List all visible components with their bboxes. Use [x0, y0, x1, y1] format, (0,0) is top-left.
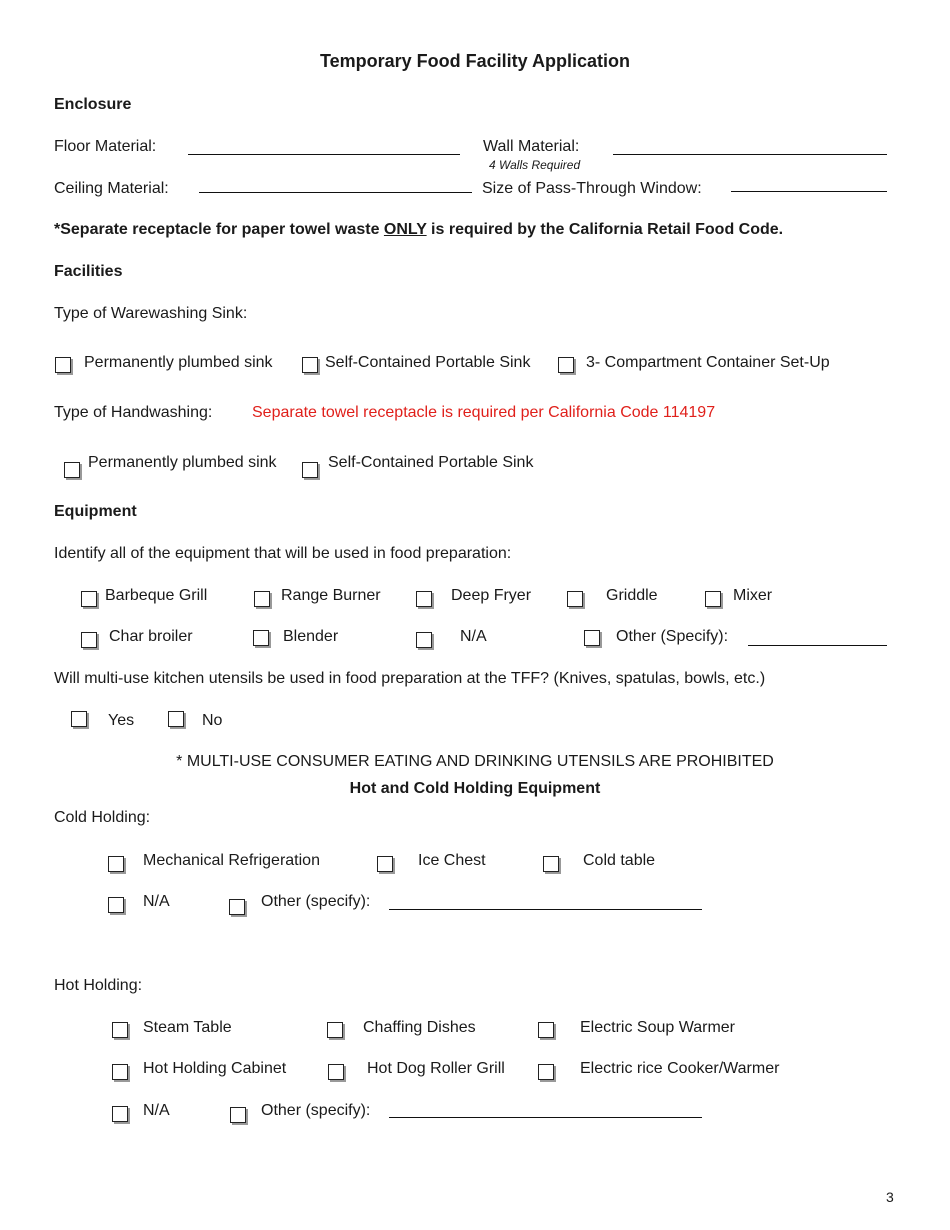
- facilities-heading: Facilities: [54, 263, 123, 280]
- hot-option-label: Hot Holding Cabinet: [143, 1060, 287, 1077]
- equipment-checkbox-other[interactable]: [584, 630, 600, 646]
- hot-option-label: N/A: [143, 1102, 170, 1119]
- wall-material-label: Wall Material:: [483, 138, 580, 155]
- warewashing-label: Type of Warewashing Sink:: [54, 305, 248, 322]
- equipment-heading: Equipment: [54, 503, 137, 520]
- ceiling-material-field[interactable]: [199, 192, 472, 193]
- cold-checkbox-na[interactable]: [108, 897, 124, 913]
- hot-checkbox-steamtable[interactable]: [112, 1022, 128, 1038]
- equipment-question: Identify all of the equipment that will be used in food preparation:: [54, 545, 512, 562]
- equipment-label: Other (Specify):: [616, 628, 729, 645]
- hot-option-label: Hot Dog Roller Grill: [367, 1060, 505, 1077]
- notice-post: is required by the California Retail Food Code.: [426, 221, 784, 238]
- hot-checkbox-cabinet[interactable]: [112, 1064, 128, 1080]
- wall-material-field[interactable]: [613, 154, 887, 155]
- handwashing-permanent-checkbox[interactable]: [64, 462, 80, 478]
- cold-option-label: Ice Chest: [418, 852, 486, 869]
- utensils-yes-label: Yes: [108, 712, 135, 729]
- utensils-no-checkbox[interactable]: [168, 711, 184, 727]
- handwashing-note: Separate towel receptacle is required per California Code 114197: [252, 404, 716, 421]
- warewashing-3comp-checkbox[interactable]: [558, 357, 574, 373]
- warewashing-permanent-checkbox[interactable]: [55, 357, 71, 373]
- equipment-checkbox-blender[interactable]: [253, 630, 269, 646]
- notice-emphasis: ONLY: [383, 221, 427, 238]
- hot-option-label: Other (specify):: [261, 1102, 371, 1119]
- equipment-checkbox-mixer[interactable]: [705, 591, 721, 607]
- window-size-label: Size of Pass-Through Window:: [482, 180, 702, 197]
- cold-option-label: N/A: [143, 893, 170, 910]
- hot-option-label: Steam Table: [143, 1019, 232, 1036]
- equipment-label: N/A: [460, 628, 487, 645]
- handwashing-portable-checkbox[interactable]: [302, 462, 318, 478]
- cold-option-label: Mechanical Refrigeration: [143, 852, 320, 869]
- holding-heading: Hot and Cold Holding Equipment: [349, 780, 601, 797]
- handwashing-label: Type of Handwashing:: [54, 404, 213, 421]
- hot-other-field[interactable]: [389, 1117, 702, 1118]
- handwashing-option-label: Self-Contained Portable Sink: [328, 454, 534, 471]
- hot-checkbox-ricecooker[interactable]: [538, 1064, 554, 1080]
- equipment-label: Blender: [283, 628, 339, 645]
- utensils-question: Will multi-use kitchen utensils be used in food preparation at the TFF? (Knives, spatulas, bowls, etc.): [54, 670, 766, 687]
- hot-checkbox-chaffing[interactable]: [327, 1022, 343, 1038]
- hot-option-label: Electric Soup Warmer: [580, 1019, 735, 1036]
- equipment-label: Deep Fryer: [451, 587, 532, 604]
- cold-holding-label: Cold Holding:: [54, 809, 151, 826]
- equipment-checkbox-barbeque[interactable]: [81, 591, 97, 607]
- paper-towel-notice: [54, 222, 783, 238]
- equipment-label: Range Burner: [281, 587, 381, 604]
- hot-option-label: Electric rice Cooker/Warmer: [580, 1060, 780, 1077]
- hot-checkbox-na[interactable]: [112, 1106, 128, 1122]
- utensils-no-label: No: [202, 712, 223, 729]
- enclosure-heading: Enclosure: [54, 96, 132, 113]
- equipment-label: Mixer: [733, 587, 773, 604]
- cold-option-label: Other (specify):: [261, 893, 371, 910]
- hot-checkbox-other[interactable]: [230, 1107, 246, 1123]
- equipment-label: Char broiler: [109, 628, 193, 645]
- handwashing-option-label: Permanently plumbed sink: [88, 454, 277, 471]
- utensils-yes-checkbox[interactable]: [71, 711, 87, 727]
- hot-option-label: Chaffing Dishes: [363, 1019, 476, 1036]
- cold-option-label: Cold table: [583, 852, 656, 869]
- hot-checkbox-rollergrill[interactable]: [328, 1064, 344, 1080]
- floor-material-label: Floor Material:: [54, 138, 157, 155]
- equipment-label: Griddle: [606, 587, 658, 604]
- notice-pre: *Separate receptacle for paper towel waste: [54, 221, 384, 238]
- hot-checkbox-soupwarmer[interactable]: [538, 1022, 554, 1038]
- warewashing-portable-checkbox[interactable]: [302, 357, 318, 373]
- warewashing-option-label: 3- Compartment Container Set-Up: [586, 354, 830, 371]
- equipment-checkbox-na[interactable]: [416, 632, 432, 648]
- cold-checkbox-coldtable[interactable]: [543, 856, 559, 872]
- equipment-label: Barbeque Grill: [105, 587, 208, 604]
- equipment-other-field[interactable]: [748, 645, 887, 646]
- hot-holding-label: Hot Holding:: [54, 977, 143, 994]
- cold-checkbox-other[interactable]: [229, 899, 245, 915]
- equipment-checkbox-griddle[interactable]: [567, 591, 583, 607]
- equipment-checkbox-fryer[interactable]: [416, 591, 432, 607]
- equipment-checkbox-range[interactable]: [254, 591, 270, 607]
- cold-checkbox-icechest[interactable]: [377, 856, 393, 872]
- window-size-field[interactable]: [731, 191, 887, 192]
- page-title: Temporary Food Facility Application: [319, 51, 631, 71]
- cold-checkbox-mechanical[interactable]: [108, 856, 124, 872]
- equipment-checkbox-charbroiler[interactable]: [81, 632, 97, 648]
- wall-note: 4 Walls Required: [489, 158, 581, 172]
- ceiling-material-label: Ceiling Material:: [54, 180, 169, 197]
- page-number: 3: [886, 1189, 894, 1205]
- warewashing-option-label: Self-Contained Portable Sink: [325, 354, 531, 371]
- warewashing-option-label: Permanently plumbed sink: [84, 354, 273, 371]
- cold-other-field[interactable]: [389, 909, 702, 910]
- floor-material-field[interactable]: [188, 154, 460, 155]
- prohibited-notice: * MULTI-USE CONSUMER EATING AND DRINKING UTENSILS ARE PROHIBITED: [176, 753, 774, 770]
